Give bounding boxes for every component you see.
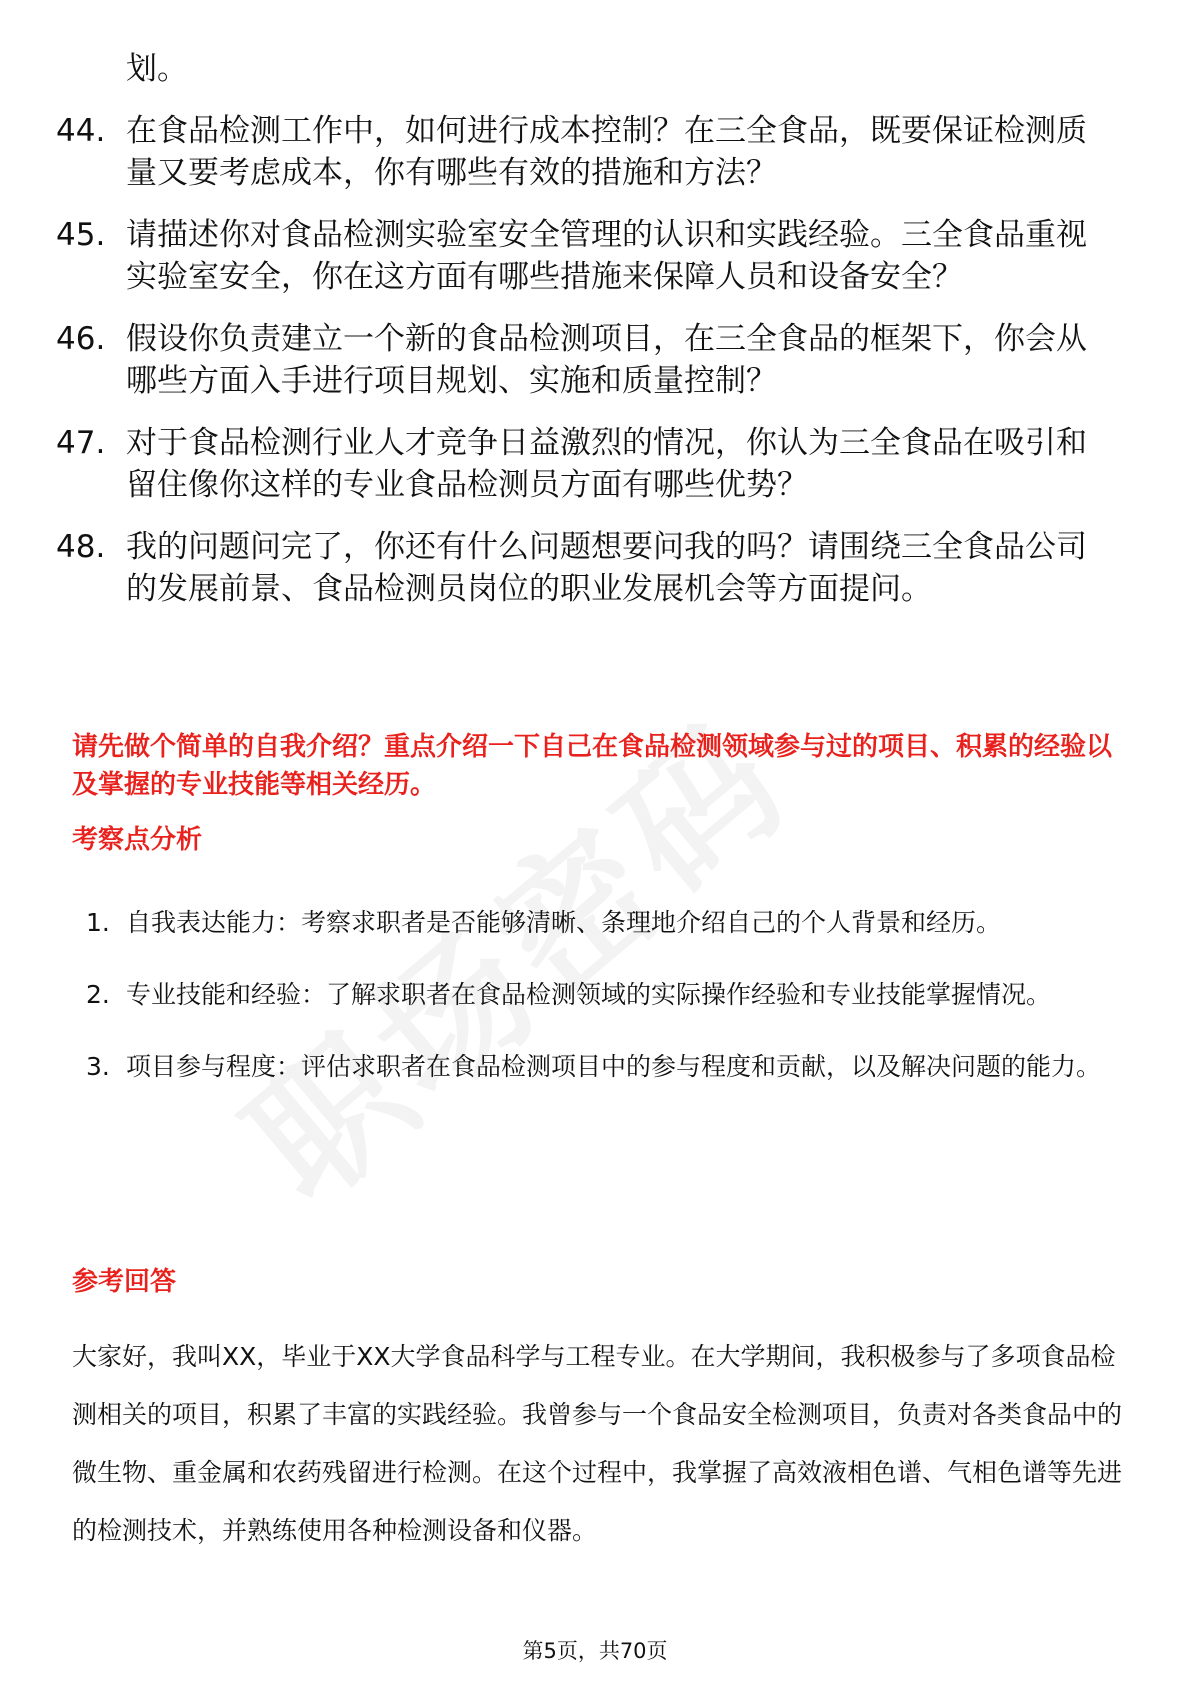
question-number: 44. xyxy=(56,113,106,149)
question-item xyxy=(0,48,1190,90)
analysis-text: 专业技能和经验：了解求职者在食品检测领域的实际操作经验和专业技能掌握情况。 xyxy=(126,980,1052,1009)
analysis-number: 2. xyxy=(86,980,110,1009)
question-number: 47. xyxy=(56,425,106,461)
question-list xyxy=(0,48,1190,630)
reference-answer: 大家好，我叫XX，毕业于XX大学食品科学与工程专业。在大学期间，我积极参与了多项食品检测相关的项目，积累了丰富的实践经验。我曾参与一个食品安全检测项目，负责对各类食品中的微生物、重金属和农药残留进行检测。在这个过程中，我掌握了高效液相色谱、气相色谱等先进的检测技术，并熟练使用各种检测设备和仪器。 xyxy=(72,1342,1123,1545)
reference-heading: 参考回答 xyxy=(72,1267,177,1297)
question-number: 45. xyxy=(56,217,106,253)
question-text: 划。 xyxy=(126,51,188,87)
analysis-item xyxy=(0,1039,1190,1095)
question-number: 48. xyxy=(56,529,106,565)
question-item xyxy=(0,422,1190,506)
question-item xyxy=(0,526,1190,610)
question-text: 请描述你对食品检测实验室安全管理的认识和实践经验。三全食品重视实验室安全，你在这方面有哪些措施来保障人员和设备安全？ xyxy=(126,217,1087,295)
question-text: 我的问题问完了，你还有什么问题想要问我的吗？请围绕三全食品公司的发展前景、食品检测员岗位的职业发展机会等方面提问。 xyxy=(126,529,1087,607)
question-item xyxy=(0,110,1190,194)
analysis-text: 自我表达能力：考察求职者是否能够清晰、条理地介绍自己的个人背景和经历。 xyxy=(126,908,1002,937)
analysis-text: 项目参与程度：评估求职者在食品检测项目中的参与程度和贡献，以及解决问题的能力。 xyxy=(126,1052,1102,1081)
question-item xyxy=(0,318,1190,402)
question-text: 假设你负责建立一个新的食品检测项目，在三全食品的框架下，你会从哪些方面入手进行项目规划、实施和质量控制？ xyxy=(126,321,1087,399)
featured-question: 请先做个简单的自我介绍？重点介绍一下自己在食品检测领域参与过的项目、积累的经验以及掌握的专业技能等相关经历。 xyxy=(72,732,1113,800)
analysis-number: 1. xyxy=(86,908,110,937)
question-number: 46. xyxy=(56,321,106,357)
analysis-item xyxy=(0,895,1190,951)
analysis-number: 3. xyxy=(86,1052,110,1081)
question-text: 在食品检测工作中，如何进行成本控制？在三全食品，既要保证检测质量又要考虑成本，你有哪些有效的措施和方法？ xyxy=(126,113,1087,191)
question-text: 对于食品检测行业人才竞争日益激烈的情况，你认为三全食品在吸引和留住像你这样的专业食品检测员方面有哪些优势？ xyxy=(126,425,1087,503)
question-item xyxy=(0,214,1190,298)
analysis-list xyxy=(0,895,1190,1111)
analysis-item xyxy=(0,967,1190,1023)
page-footer: 第5页，共70页 xyxy=(522,1639,668,1663)
analysis-heading: 考察点分析 xyxy=(72,825,203,855)
